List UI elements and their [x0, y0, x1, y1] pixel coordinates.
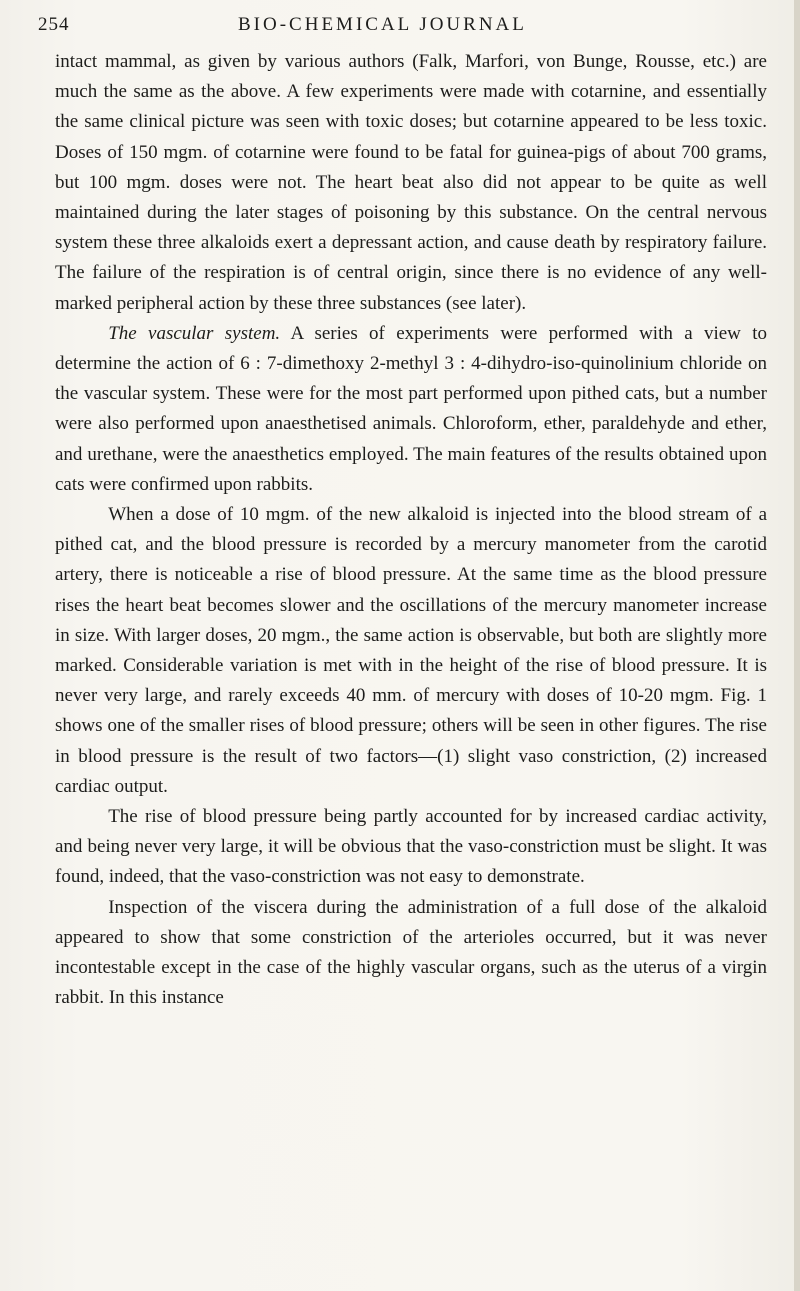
- paragraph-3: When a dose of 10 mgm. of the new alkaloid is injected into the blood stream of a pithed cat, and the blood pressure is recorded by a mercury manometer from the carotid artery, there is noticeable a rise of blood pressure. At the same time as the blood pressure rises the heart beat becomes slower and the oscillations of the mercury manometer increase in size. With larger doses, 20 mgm., the same action is observable, but both are slightly more marked. Considerable variation is met with in the height of the rise of blood pressure. It is never very large, and rarely exceeds 40 mm. of mercury with doses of 10-20 mgm. Fig. 1 shows one of the smaller rises of blood pressure; others will be seen in other figures. The rise in blood pressure is the result of two factors—(1) slight vaso constriction, (2) increased cardiac output.: [55, 504, 767, 797]
- journal-title: BIO-CHEMICAL JOURNAL: [238, 14, 527, 35]
- paragraph-2: [55, 319, 767, 500]
- paragraph-5: Inspection of the viscera during the administration of a full dose of the alkaloid appeared to show that some constriction of the arterioles occurred, but it was never incontestable except in the case of the highly vascular organs, such as the uterus of a virgin rabbit. In this instance: [55, 896, 767, 1009]
- article-body: [55, 47, 767, 1014]
- page-edge-shadow: [794, 0, 800, 1291]
- page-number: 254: [38, 14, 70, 35]
- paragraph-1: intact mammal, as given by various authors (Falk, Marfori, von Bunge, Rousse, etc.) are much the same as the above. A few experiments were made with cotarnine, and essentially the same clinical picture was seen with toxic doses; but cotarnine appeared to be less toxic. Doses of 150 mgm. of cotarnine were found to be fatal for guinea-pigs of about 700 grams, but 100 mgm. doses were not. The heart beat also did not appear to be quite as well maintained during the later stages of poisoning by this substance. On the central nervous system these three alkaloids exert a depressant action, and cause death by respiratory failure. The failure of the respiration is of central origin, since there is no evidence of any well-marked peripheral action by these three substances (see later).: [55, 51, 767, 314]
- section-heading-vascular-system: The vascular system.: [108, 322, 281, 344]
- running-head: [38, 14, 780, 44]
- paragraph-2-text: A series of experiments were performed with a view to determine the action of 6 : 7-dimethoxy 2-methyl 3 : 4-dihydro-iso-quinolinium chloride on the vascular system. These were for the most part performed upon pithed cats, but a number were also performed upon anaesthetised animals. Chloroform, ether, paraldehyde and ether, and urethane, were the anaesthetics employed. The main features of the results obtained upon cats were confirmed upon rabbits.: [55, 322, 767, 495]
- paragraph-4: The rise of blood pressure being partly accounted for by increased cardiac activity, and being never very large, it will be obvious that the vaso-constriction must be slight. It was found, indeed, that the vaso-constriction was not easy to demonstrate.: [55, 806, 767, 888]
